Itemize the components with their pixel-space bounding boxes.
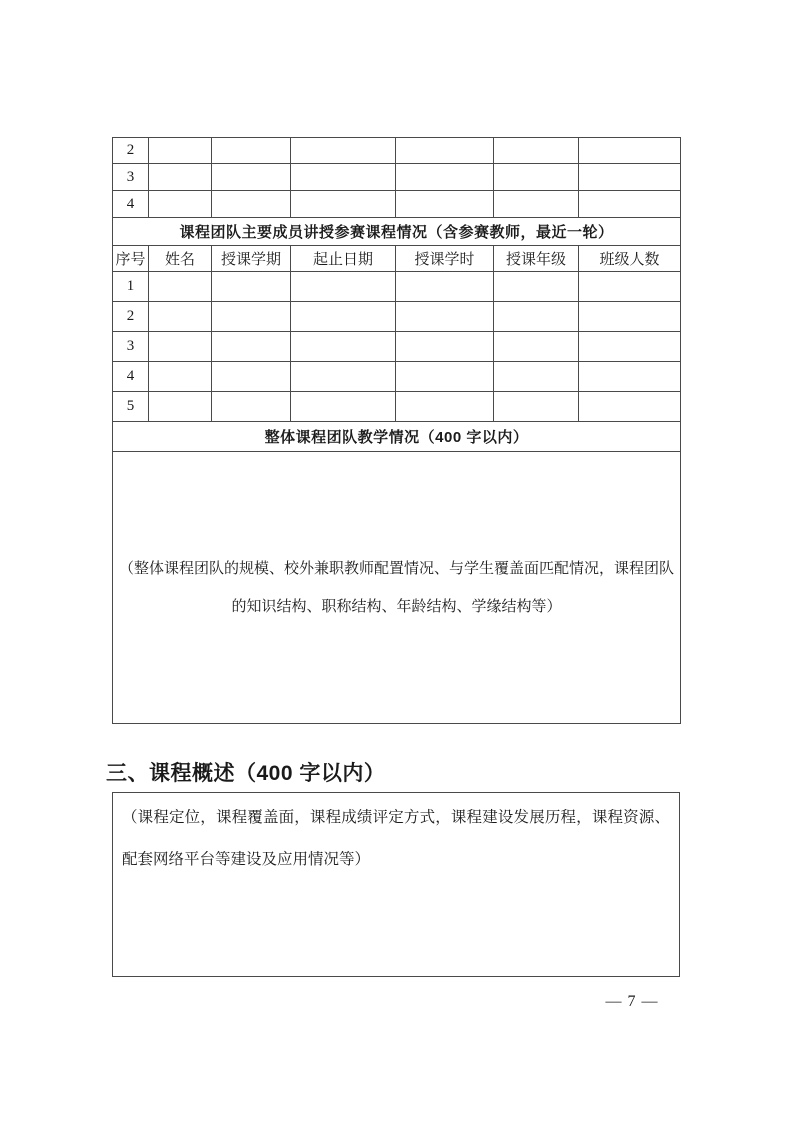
column-header-seq: 序号 (113, 246, 149, 272)
row-number-cell: 1 (113, 272, 149, 302)
table-row (113, 164, 681, 191)
empty-cell (396, 332, 494, 362)
empty-cell (494, 332, 579, 362)
empty-cell (212, 191, 291, 218)
empty-cell (291, 272, 396, 302)
empty-cell (291, 138, 396, 164)
empty-cell (149, 302, 212, 332)
empty-cell (212, 392, 291, 422)
column-header-class-size: 班级人数 (579, 246, 681, 272)
empty-cell (212, 138, 291, 164)
column-header-hours: 授课学时 (396, 246, 494, 272)
section3-heading: 三、课程概述（400 字以内） (106, 762, 386, 785)
course-overview-box (112, 792, 680, 977)
empty-cell (212, 362, 291, 392)
table-row (113, 332, 681, 362)
empty-cell (396, 138, 494, 164)
empty-cell (396, 392, 494, 422)
course-team-form-table-wrap (112, 137, 681, 724)
empty-cell (149, 392, 212, 422)
empty-cell (149, 362, 212, 392)
empty-cell (396, 191, 494, 218)
empty-cell (494, 191, 579, 218)
empty-cell (396, 302, 494, 332)
section-band-row (113, 422, 681, 452)
empty-cell (494, 164, 579, 191)
empty-cell (212, 272, 291, 302)
empty-cell (494, 302, 579, 332)
row-number-cell: 5 (113, 392, 149, 422)
empty-cell (212, 332, 291, 362)
empty-cell (579, 138, 681, 164)
row-number-cell: 4 (113, 362, 149, 392)
empty-cell (579, 332, 681, 362)
table-row (113, 362, 681, 392)
empty-cell (149, 272, 212, 302)
row-number-cell: 3 (113, 332, 149, 362)
empty-cell (291, 392, 396, 422)
empty-cell (396, 362, 494, 392)
row-number-cell: 2 (113, 302, 149, 332)
table-row (113, 272, 681, 302)
empty-cell (579, 302, 681, 332)
empty-cell (396, 272, 494, 302)
column-header-grade: 授课年级 (494, 246, 579, 272)
table-row (113, 138, 681, 164)
section-band-row (113, 218, 681, 246)
empty-cell (579, 191, 681, 218)
empty-cell (291, 332, 396, 362)
column-header-dates: 起止日期 (291, 246, 396, 272)
empty-cell (212, 164, 291, 191)
empty-cell (212, 302, 291, 332)
empty-cell (396, 164, 494, 191)
empty-cell (494, 272, 579, 302)
row-number-cell: 3 (113, 164, 149, 191)
empty-cell (494, 138, 579, 164)
row-number-cell: 2 (113, 138, 149, 164)
empty-cell (149, 191, 212, 218)
empty-cell (291, 164, 396, 191)
column-header-row (113, 246, 681, 272)
empty-cell (494, 362, 579, 392)
empty-cell (291, 191, 396, 218)
empty-cell (579, 392, 681, 422)
empty-cell (149, 138, 212, 164)
empty-cell (579, 164, 681, 191)
overall-teaching-note: （整体课程团队的规模、校外兼职教师配置情况、与学生覆盖面匹配情况，课程团队的知识结构、职称结构、年龄结构、学缘结构等） (113, 452, 681, 724)
empty-cell (579, 362, 681, 392)
column-header-name: 姓名 (149, 246, 212, 272)
empty-cell (494, 392, 579, 422)
empty-cell (291, 302, 396, 332)
row-number-cell: 4 (113, 191, 149, 218)
course-overview-note: （课程定位，课程覆盖面，课程成绩评定方式，课程建设发展历程，课程资源、配套网络平台等建设及应用情况等） (122, 809, 670, 868)
band-title-members: 课程团队主要成员讲授参赛课程情况（含参赛教师，最近一轮） (113, 218, 681, 246)
column-header-semester: 授课学期 (212, 246, 291, 272)
empty-cell (149, 164, 212, 191)
empty-cell (291, 362, 396, 392)
table-row (113, 392, 681, 422)
empty-cell (579, 272, 681, 302)
band-title-overall-teaching: 整体课程团队教学情况（400 字以内） (113, 422, 681, 452)
table-row (113, 302, 681, 332)
page-number: — 7 — (605, 993, 659, 1010)
empty-cell (149, 332, 212, 362)
table-row (113, 191, 681, 218)
course-team-form-table (112, 137, 681, 724)
description-row (113, 452, 681, 724)
